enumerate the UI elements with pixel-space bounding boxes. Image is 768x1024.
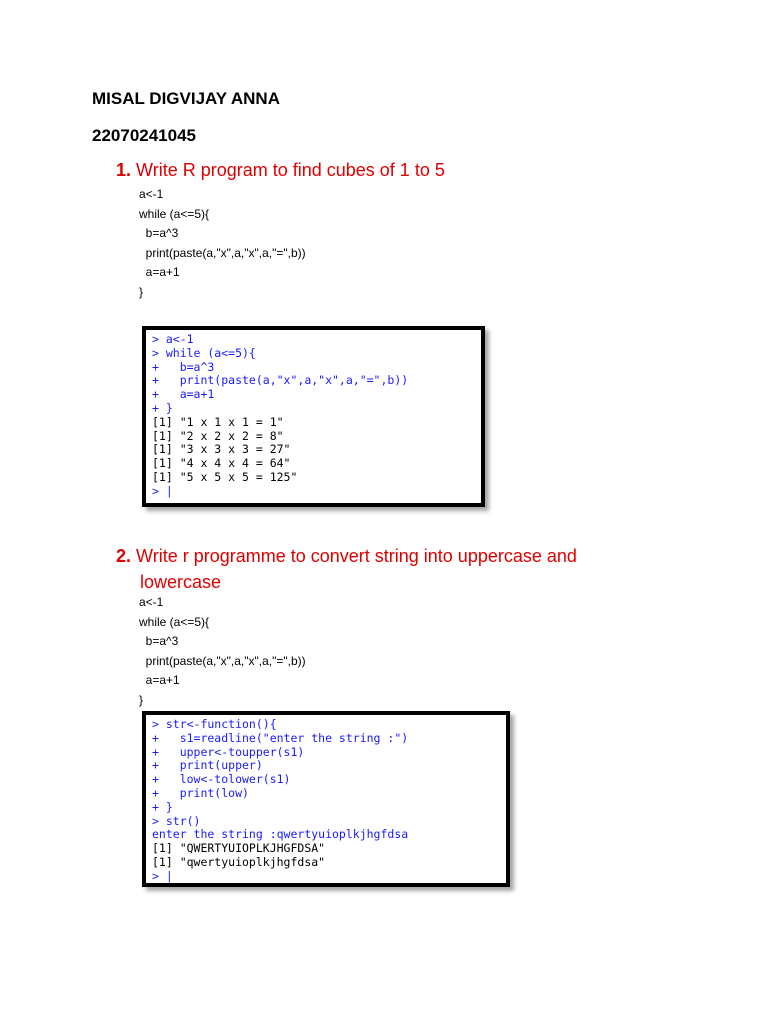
question-2-heading [116, 543, 636, 595]
question-2-title-line1: Write r programme to convert string into uppercase and [136, 546, 577, 566]
console-line: + } [152, 400, 173, 415]
console-line: > str<-function(){ [152, 717, 277, 731]
console-line: > while (a<=5){ [152, 345, 256, 360]
question-2-console-screenshot [142, 711, 510, 887]
question-1-console-screenshot [142, 326, 485, 507]
console-prompt-line: > | [152, 868, 173, 883]
console-line: [1] "1 x 1 x 1 = 1" [152, 414, 284, 429]
console-line: [1] "QWERTYUIOPLKJHGFDSA" [152, 841, 326, 856]
question-1-title: Write R program to find cubes of 1 to 5 [136, 160, 445, 180]
console-line: + print(paste(a,"x",a,"x",a,"=",b)) [152, 373, 409, 388]
console-line: [1] "3 x 3 x 3 = 27" [152, 442, 291, 457]
console-line: [1] "5 x 5 x 5 = 125" [152, 469, 298, 484]
question-2-code: a<-1 while (a<=5){ b=a^3 print(paste(a,"x",a,"x",a,"=",b)) a=a+1 } [139, 595, 306, 707]
registration-number: 22070241045 [92, 126, 197, 145]
console-line: + } [152, 799, 173, 814]
console-line: + print(upper) [152, 758, 263, 773]
console-line: > a<-1 [152, 332, 194, 346]
question-2-number: 2. [116, 546, 132, 566]
console-line: [1] "4 x 4 x 4 = 64" [152, 456, 291, 471]
question-2-title-line2: lowercase [140, 572, 222, 592]
console-line: [1] "qwertyuioplkjhgfdsa" [152, 854, 326, 869]
console-line: + upper<-toupper(s1) [152, 744, 305, 759]
console-line: > str() [152, 813, 201, 828]
console-line: + print(low) [152, 785, 249, 800]
console-line: + b=a^3 [152, 359, 215, 374]
console-prompt-line: > | [152, 483, 173, 498]
question-1-code: a<-1 while (a<=5){ b=a^3 print(paste(a,"x",a,"x",a,"=",b)) a=a+1 } [139, 187, 306, 299]
console-line: + a=a+1 [152, 387, 215, 402]
console-line: + s1=readline("enter the string :") [152, 730, 409, 745]
console-line: [1] "2 x 2 x 2 = 8" [152, 428, 284, 443]
question-1-number: 1. [116, 160, 132, 180]
console-line: + low<-tolower(s1) [152, 772, 291, 787]
author-name: MISAL DIGVIJAY ANNA [92, 89, 280, 108]
console-line: enter the string :qwertyuioplkjhgfdsa [152, 827, 409, 842]
question-1-heading [116, 160, 445, 181]
